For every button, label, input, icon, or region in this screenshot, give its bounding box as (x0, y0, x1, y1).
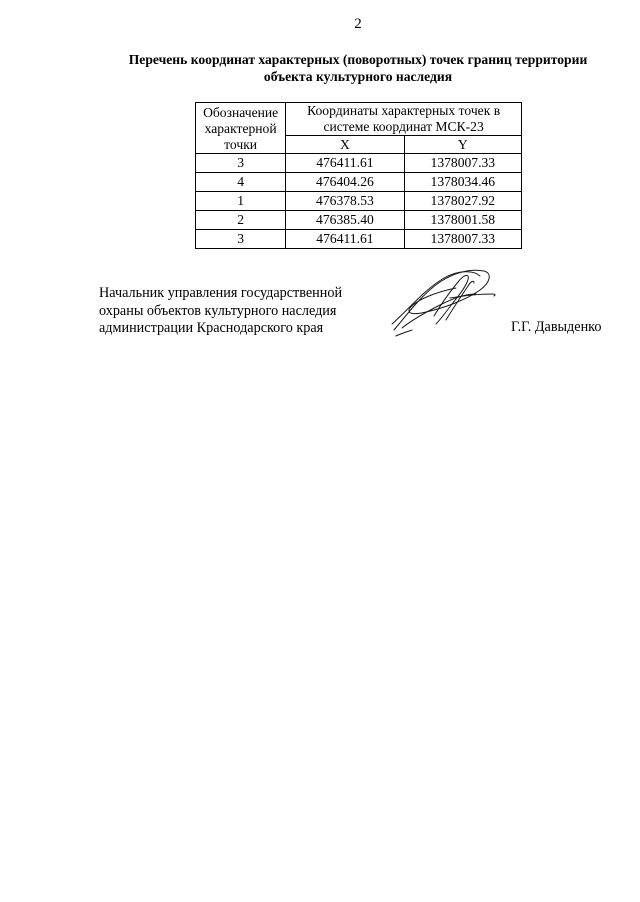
signer-position-line: администрации Краснодарского края (99, 320, 324, 336)
table-row (196, 173, 522, 192)
x-column-header: X (286, 136, 404, 154)
x-cell: 476411.61 (286, 230, 404, 249)
x-cell: 476411.61 (286, 154, 404, 173)
point-name-header (196, 103, 286, 154)
x-cell: 476404.26 (286, 173, 404, 192)
signer-name: Г.Г. Давыденко (511, 319, 602, 335)
handwritten-signature (388, 264, 498, 340)
coordinates-table (195, 102, 522, 249)
page-number: 2 (354, 16, 362, 32)
y-cell: 1378007.33 (404, 230, 521, 249)
signer-position-line: Начальник управления государственной (99, 285, 343, 301)
y-cell: 1378027.92 (404, 192, 521, 211)
point-cell: 2 (196, 211, 286, 230)
signer-position (99, 285, 342, 338)
table-row (196, 154, 522, 173)
coordinates-header-line: системе координат МСК-23 (323, 119, 484, 134)
table-row (196, 230, 522, 249)
point-cell: 4 (196, 173, 286, 192)
coordinates-header-line: Координаты характерных точек в (307, 103, 501, 118)
point-cell: 1 (196, 192, 286, 211)
point-name-header-line: характерной (204, 121, 277, 136)
x-cell: 476385.40 (286, 211, 404, 230)
y-cell: 1378007.33 (404, 154, 521, 173)
coordinates-header (286, 103, 522, 136)
point-name-header-line: Обозначение (203, 105, 279, 120)
signer-position-line: охраны объектов культурного наследия (99, 302, 337, 319)
y-cell: 1378001.58 (404, 211, 521, 230)
point-cell: 3 (196, 154, 286, 173)
table-row (196, 192, 522, 211)
table-row (196, 211, 522, 230)
document-title-line-1: Перечень координат характерных (поворотных) точек границ территории (128, 52, 588, 67)
point-name-header-line: точки (224, 137, 258, 152)
point-cell: 3 (196, 230, 286, 249)
document-title (96, 51, 620, 85)
y-cell: 1378034.46 (404, 173, 521, 192)
document-title-line-2: объекта культурного наследия (263, 69, 453, 84)
x-cell: 476378.53 (286, 192, 404, 211)
y-column-header: Y (404, 136, 521, 154)
